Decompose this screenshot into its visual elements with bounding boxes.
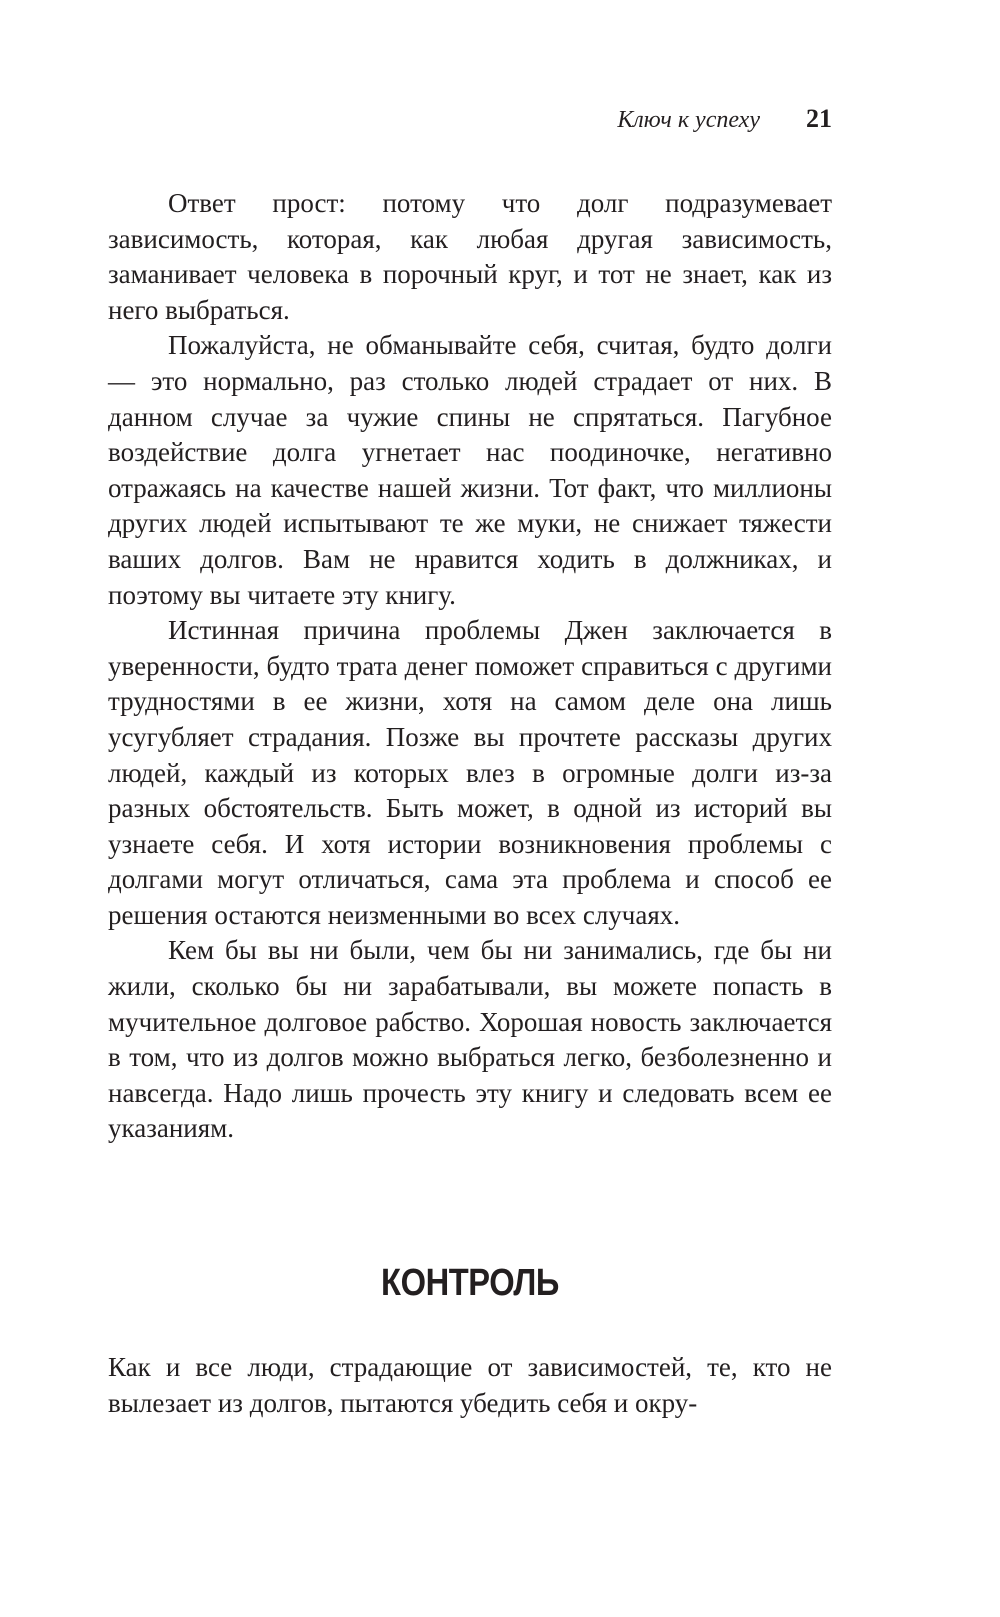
paragraph: Ответ прост: потому что долг подразумевает зависимость, которая, как любая другая зависимость, заманивает человека в порочный круг, и тот не знает, как из него выбраться. (108, 188, 832, 325)
paragraph: Пожалуйста, не обманывайте себя, считая, будто долги — это нормально, раз столько людей страдает от них. В данном случае за чужие спины не спрятаться. Пагубное воздействие долга угнетает нас поодиночке, негативно отражаясь на качестве нашей жизни. Тот факт, что миллионы других людей испытывают те же муки, не снижает тяжести ваших долгов. Вам не нравится ходить в должниках, и поэтому вы читаете эту книгу. (108, 330, 832, 610)
section-text (108, 1350, 832, 1421)
paragraph: Истинная причина проблемы Джен заключается в уверенности, будто трата денег поможет справиться с другими трудностями в ее жизни, хотя на самом деле она лишь усугубляет страдания. Позже вы прочтете рассказы других людей, каждый из которых влез в огромные долги из-за разных обстоятельств. Быть может, в одной из историй вы узнаете себя. И хотя истории возникновения проблемы с долгами могут отличаться, сама эта проблема и способ ее решения остаются неизменными во всех случаях. (108, 615, 832, 930)
page-number: 21 (806, 104, 832, 133)
section-heading: КОНТРОЛЬ (381, 1262, 559, 1304)
running-header (617, 104, 832, 134)
paragraph: Как и все люди, страдающие от зависимостей, те, кто не вылезает из долгов, пытаются убедить себя и окру- (108, 1352, 832, 1418)
body-text (108, 186, 832, 1147)
running-title: Ключ к успеху (617, 107, 760, 133)
paragraph: Кем бы вы ни были, чем бы ни занимались, где бы ни жили, сколько бы ни зарабатывали, вы можете попасть в мучительное долговое рабство. Хорошая новость заключается в том, что из долгов можно выбраться легко, безболезненно и навсегда. Надо лишь прочесть эту книгу и следовать всем ее указаниям. (108, 935, 832, 1144)
